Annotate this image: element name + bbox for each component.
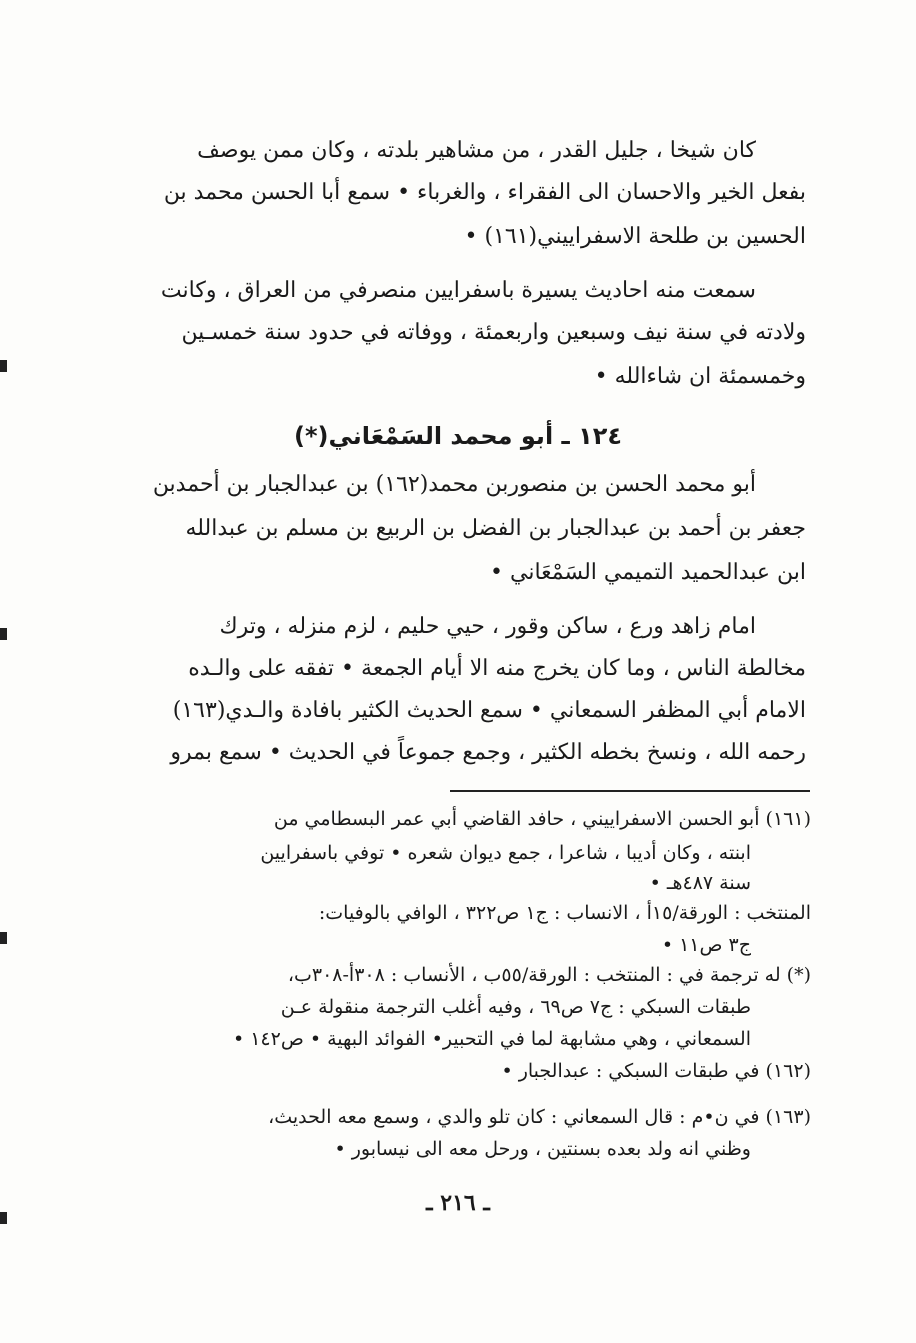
footnote-line: المنتخب : الورقة/١٥أ ، الانساب : ج١ ص٣٢٢ ، الوافي بالوفيات:	[318, 902, 811, 924]
paragraph1-line-2: بفعل الخير والاحسان الى الفقراء ، والغرباء • سمع أبا الحسن محمد بن	[163, 180, 806, 205]
scan-edge-mark	[0, 628, 7, 640]
footnote-line: ابنته ، وكان أديبا ، شاعرا ، جمع ديوان شعره • توفي باسفرايين	[260, 842, 751, 864]
footnote-line: سنة ٤٨٧هـ •	[649, 872, 751, 894]
paragraph1-line-1: كان شيخا ، جليل القدر ، من مشاهير بلدته ، وكان ممن يوصف	[197, 138, 756, 163]
footnote-line: ج٣ ص١١ •	[661, 934, 751, 956]
footnote-line: (١٦٢) في طبقات السبكي : عبدالجبار •	[501, 1060, 811, 1082]
scan-edge-mark	[0, 932, 7, 944]
paragraph2-line-3: وخمسمئة ان شاءالله •	[594, 364, 806, 389]
paragraph4-line-1: امام زاهد ورع ، ساكن وقور ، حيي حليم ، لزم منزله ، وترك	[219, 614, 756, 639]
paragraph4-line-4: رحمه الله ، ونسخ بخطه الكثير ، وجمع جموعاً في الحديث • سمع بمرو	[170, 740, 806, 765]
footnote-line: السمعاني ، وهي مشابهة لما في التحبير• الفوائد البهية • ص١٤٢ •	[232, 1028, 751, 1050]
footnote-line: (١٦٣) في ن•م : قال السمعاني : كان تلو والدي ، وسمع معه الحديث،	[268, 1106, 811, 1128]
footnote-line: (١٦١) أبو الحسن الاسفراييني ، حافد القاضي أبي عمر البسطامي من	[273, 808, 811, 830]
scan-edge-mark	[0, 360, 7, 372]
paragraph4-line-3: الامام أبي المظفر السمعاني • سمع الحديث الكثير بافادة والـدي(١٦٣)	[172, 698, 806, 723]
paragraph1-line-3: الحسين بن طلحة الاسفراييني(١٦١) •	[464, 224, 806, 249]
paragraph3-line-1: أبو محمد الحسن بن منصوربن محمد(١٦٢) بن عبدالجبار بن أحمدبن	[152, 472, 756, 497]
footnote-line: وظني انه ولد بعده بسنتين ، ورحل معه الى نيسابور •	[334, 1138, 751, 1160]
paragraph4-line-2: مخالطة الناس ، وما كان يخرج منه الا أيام الجمعة • تفقه على والـده	[188, 656, 806, 681]
paragraph2-line-2: ولادته في سنة نيف وسبعين واربعمئة ، ووفاته في حدود سنة خمسـين	[181, 320, 806, 345]
footnote-separator	[450, 790, 810, 792]
paragraph3-line-2: جعفر بن أحمد بن عبدالجبار بن الفضل بن الربيع بن مسلم بن عبدالله	[185, 516, 806, 541]
paragraph3-line-3: ابن عبدالحميد التميمي السَمْعَاني •	[490, 560, 806, 585]
entry-heading: ١٢٤ ـ أبو محمد السَمْعَاني(*)	[293, 422, 623, 450]
page-number: ـ ٢١٦ ـ	[426, 1190, 490, 1216]
paragraph2-line-1: سمعت منه احاديث يسيرة باسفرايين منصرفي من العراق ، وكانت	[160, 278, 756, 303]
footnote-line: (*) له ترجمة في : المنتخب : الورقة/٥٥ب ، الأنساب : ٣٠٨أ-٣٠٨ب،	[287, 964, 811, 986]
footnote-line: طبقات السبكي : ج٧ ص٦٩ ، وفيه أغلب الترجمة منقولة عـن	[280, 996, 751, 1018]
